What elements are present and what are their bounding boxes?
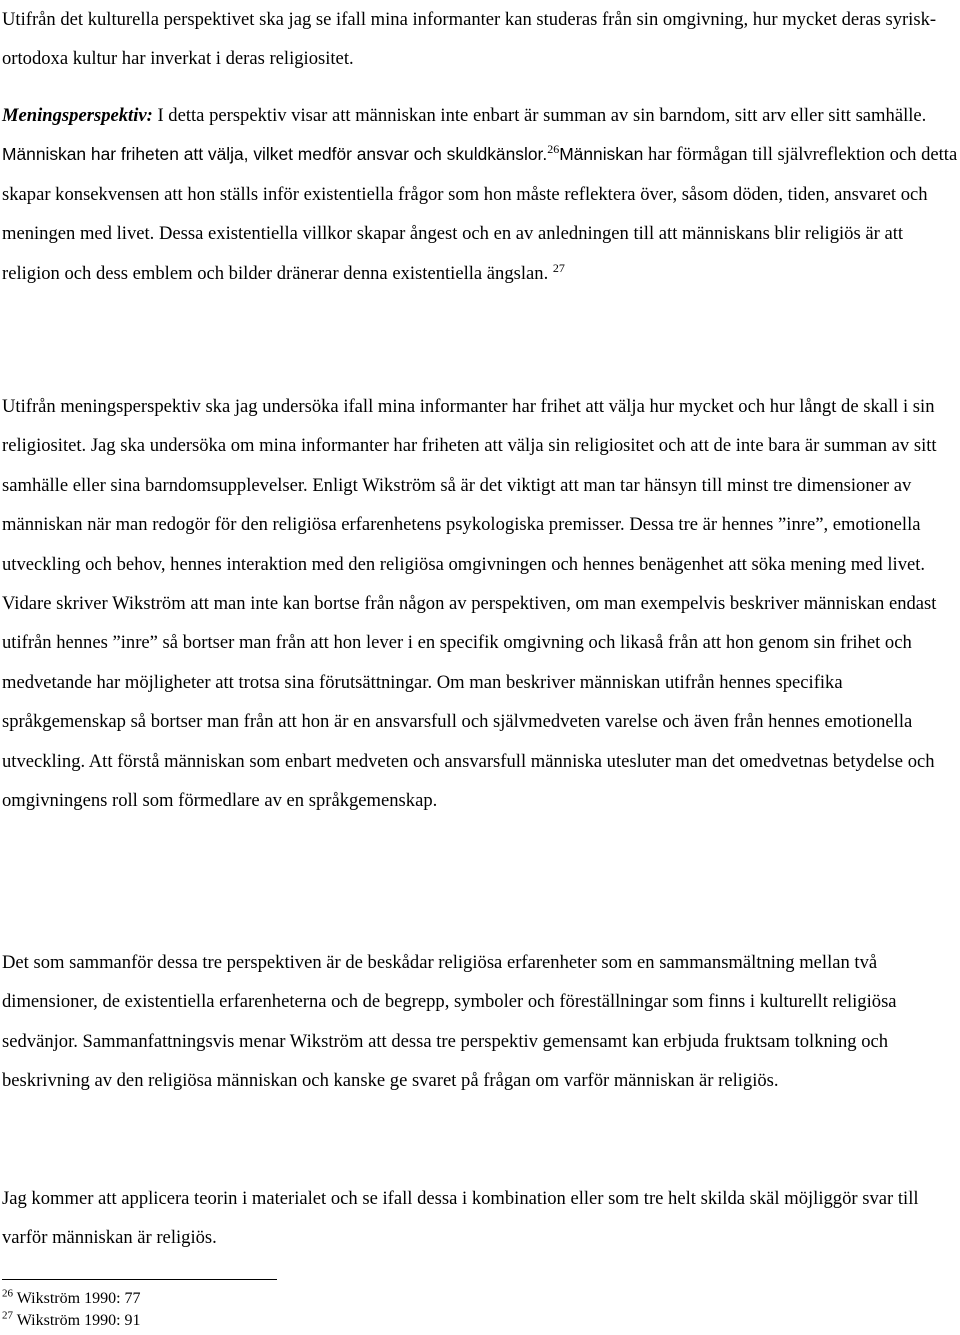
- footnote-text: Wikström 1990: 91: [13, 1312, 141, 1329]
- paragraph-synthesis: Det som sammanför dessa tre perspektiven är de beskådar religiösa erfarenheter som en sammansmältning mellan två dimensioner, de existentiella erfarenheterna och de begrepp, symboler och föreställningar som finns i kulturellt religiösa sedvänjor. Sammanfattningsvis menar Wikström att dessa tre perspektiv gemensamt kan erbjuda fruktsam tolkning och beskrivning av den religiösa människan och kanske ge svaret på frågan om varför människan är religiös.: [2, 952, 897, 1092]
- footnote-number: 27: [2, 1309, 13, 1322]
- paragraph-cultural-perspective: Utifrån det kulturella perspektivet ska jag se ifall mina informanter kan studeras från sin omgivning, hur mycket deras syrisk- ortodoxa kultur har inverkat i deras religiositet.: [2, 9, 937, 70]
- paragraph-meaning-application: Utifrån meningsperspektiv ska jag undersöka ifall mina informanter har frihet att välja hur mycket och hur långt de skall i sin religiositet. Jag ska undersöka om mina informanter har friheten att välja sin religiositet och att de inte bara är summan av sitt samhälle eller sina barndomsupplevelser. Enligt Wikström så är det viktigt att man tar hänsyn till minst tre dimensioner av människan när man redogör för den religiösa erfarenhetens psykologiska premisser. Dessa tre är hennes ”inre”, emotionella utveckling och behov, hennes interaktion med den religiösa omgivningen och hennes benägenhet att söka mening med livet. Vidare skriver Wikström att man inte kan bortse från någon av perspektiven, om man exempelvis beskriver människan endast utifrån hennes ”inre” så bortser man från att hon lever i en specifik omgivning och likaså från att hon genom sin frihet och medvetande har möjligheter att trotsa sina förutsättningar. Om man beskriver människan utifrån hennes specifika språkgemenskap så bortser man från att hon är en ansvarsfull och självmedveten varelse och även från hennes emotionella utveckling. Att förstå människan som enbart medveten och ansvarsfull människa utesluter man det omedvetnas betydelse och omgivningens roll som förmedlare av en språkgemenskap.: [2, 396, 937, 812]
- footnote: [2, 1288, 141, 1310]
- footnote-number: 26: [2, 1287, 13, 1300]
- paragraph-text-sans: Människan: [559, 144, 644, 165]
- footnote-separator: [2, 1279, 277, 1280]
- footnotes: [2, 1288, 141, 1332]
- footnote-ref: 26: [547, 142, 560, 157]
- footnote-text: Wikström 1990: 77: [13, 1290, 141, 1307]
- paragraph-meaning-perspective: [2, 96, 960, 293]
- paragraph-application: Jag kommer att applicera teorin i materialet och se ifall dessa i kombination eller som tre helt skilda skäl möjliggör svar till varför människan är religiös.: [2, 1188, 919, 1249]
- footnote-ref: 27: [552, 260, 565, 275]
- paragraph-text: I detta perspektiv visar att människan inte enbart är summan av sin barndom, sitt arv eller sitt samhälle.: [152, 105, 927, 126]
- footnote: [2, 1310, 141, 1332]
- paragraph-text: har förmågan till självreflektion och detta skapar konsekvensen att hon ställs inför existentiella frågor som hon måste reflektera över, såsom döden, tiden, ansvaret och meningen med livet. Dessa existentiella villkor skapar ångest och en av anledningen till att människans blir religiös är att religion och dess emblem och bilder dränerar denna existentiella ängslan.: [2, 144, 958, 284]
- term-meningsperspektiv: Meningsperspektiv:: [2, 105, 153, 126]
- paragraph-text-sans: Människan har friheten att välja, vilket medför ansvar och skuldkänslor.: [2, 144, 548, 165]
